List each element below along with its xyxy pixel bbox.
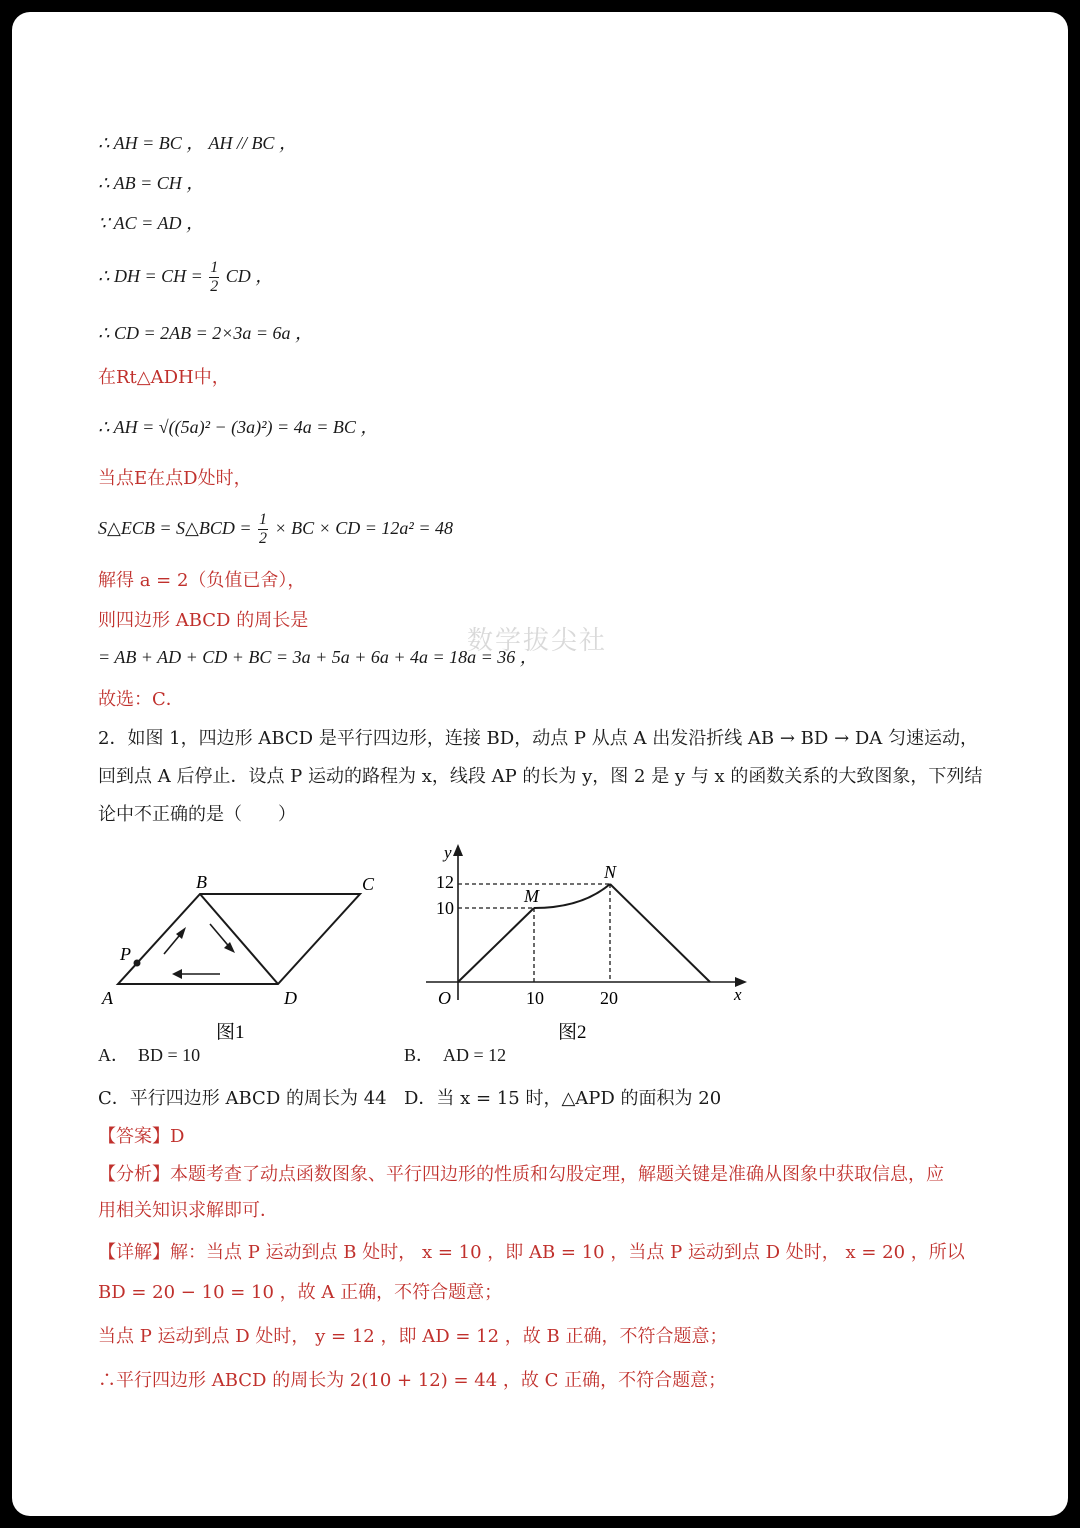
label-p: P: [120, 944, 131, 964]
option-a: A． BD = 10: [98, 1045, 201, 1065]
figure-1-caption: 图1: [216, 1022, 245, 1043]
option-c: C．平行四边形 ABCD 的周长为 44: [98, 1088, 387, 1109]
proof-line-9-right: × BC × CD = 12a² = 48: [274, 518, 453, 538]
proof-line-1: ∴ AH = BC ， AH // BC ，: [98, 133, 297, 153]
option-b: B． AD = 12: [404, 1045, 507, 1065]
axis-label-x: x: [734, 985, 742, 1004]
label-a: A: [102, 988, 113, 1008]
fraction-denominator: 2: [210, 278, 219, 296]
proof-line-4: [98, 254, 273, 298]
detail-line-3: 当点 P 运动到点 D 处时， y = 12 ，即 AD = 12 ，故 B 正确，不符合题意；: [98, 1326, 728, 1347]
point-n-label: N: [604, 862, 617, 882]
tick-y-10: 10: [436, 898, 454, 918]
figure-2: [422, 838, 752, 1044]
analysis-line-1: 【分析】本题考查了动点函数图象、平行四边形的性质和勾股定理，解题关键是准确从图象中获取信息，应: [98, 1164, 944, 1185]
proof-line-6: 在Rt△ADH中，: [98, 367, 230, 388]
question-line-1: 2．如图 1，四边形 ABCD 是平行四边形，连接 BD，动点 P 从点 A 出发沿折线 AB → BD → DA 匀速运动，: [98, 728, 979, 749]
fraction-numerator-2: 1: [258, 511, 267, 529]
proof-line-7: ∴ AH = √((5a)² − (3a)²) = 4a = BC ，: [98, 417, 379, 437]
detail-line-1: 【详解】解：当点 P 运动到点 B 处时， x = 10 ，即 AB = 10 ，当点 P 运动到点 D 处时， x = 20 ，所以: [98, 1242, 965, 1263]
proof-line-12: = AB + AD + CD + BC = 3a + 5a + 6a + 4a = 18a = 36 ，: [98, 647, 538, 667]
proof-line-3: ∵ AC = AD ，: [98, 213, 204, 233]
proof-line-11: 则四边形 ABCD 的周长是: [98, 610, 309, 631]
figure-1: [96, 864, 396, 1044]
point-p: [134, 960, 141, 967]
label-c: C: [362, 874, 375, 894]
origin-label: O: [438, 988, 451, 1008]
question-line-3: 论中不正确的是（ ）: [98, 804, 296, 825]
tick-x-20: 20: [600, 988, 618, 1008]
axis-label-y: y: [444, 843, 452, 862]
tick-x-10: 10: [526, 988, 544, 1008]
proof-line-5: ∴ CD = 2AB = 2×3a = 6a ，: [98, 323, 314, 343]
tick-y-12: 12: [436, 872, 454, 892]
proof-line-10: 解得 a = 2（负值已舍），: [98, 570, 306, 591]
detail-line-4: ∴平行四边形 ABCD 的周长为 2(10 + 12) = 44 ，故 C 正确，不符合题意；: [98, 1370, 727, 1391]
analysis-line-2: 用相关知识求解即可．: [98, 1200, 278, 1221]
proof-line-4-left: ∴ DH = CH =: [98, 266, 203, 286]
fraction-half: [209, 259, 219, 296]
fraction-half-2: [258, 511, 268, 548]
diagonal-bd: [200, 894, 278, 984]
proof-line-9: [98, 506, 453, 550]
question-line-2: 回到点 A 后停止．设点 P 运动的路程为 x，线段 AP 的长为 y，图 2 是 y 与 x 的函数关系的大致图象，下列结: [98, 766, 983, 787]
proof-line-13: 故选：C．: [98, 689, 184, 710]
document-page: [12, 12, 1068, 1516]
y-axis-arrow: [453, 844, 463, 856]
figure-2-caption: 图2: [558, 1022, 587, 1043]
arrow-da-head: [172, 969, 182, 979]
fraction-denominator-2: 2: [258, 530, 267, 548]
label-b: B: [196, 872, 207, 892]
point-m-label: M: [524, 886, 539, 906]
label-d: D: [284, 988, 297, 1008]
graph-segment-om: [458, 908, 534, 982]
proof-line-2: ∴ AB = CH ，: [98, 173, 205, 193]
graph-segment-n-end: [610, 884, 710, 982]
detail-line-2: BD = 20 − 10 = 10 ，故 A 正确，不符合题意；: [98, 1282, 503, 1303]
watermark: 数学拔尖社: [467, 626, 608, 656]
option-d: D．当 x = 15 时，△APD 的面积为 20: [404, 1088, 722, 1109]
proof-line-8: 当点E在点D处时，: [98, 468, 252, 489]
graph-curve-mn: [534, 884, 610, 908]
fraction-numerator: 1: [210, 259, 219, 277]
proof-line-4-right: CD ，: [225, 266, 274, 286]
proof-line-9-left: S△ECB = S△BCD =: [98, 518, 252, 538]
answer-line: 【答案】D: [98, 1126, 185, 1147]
